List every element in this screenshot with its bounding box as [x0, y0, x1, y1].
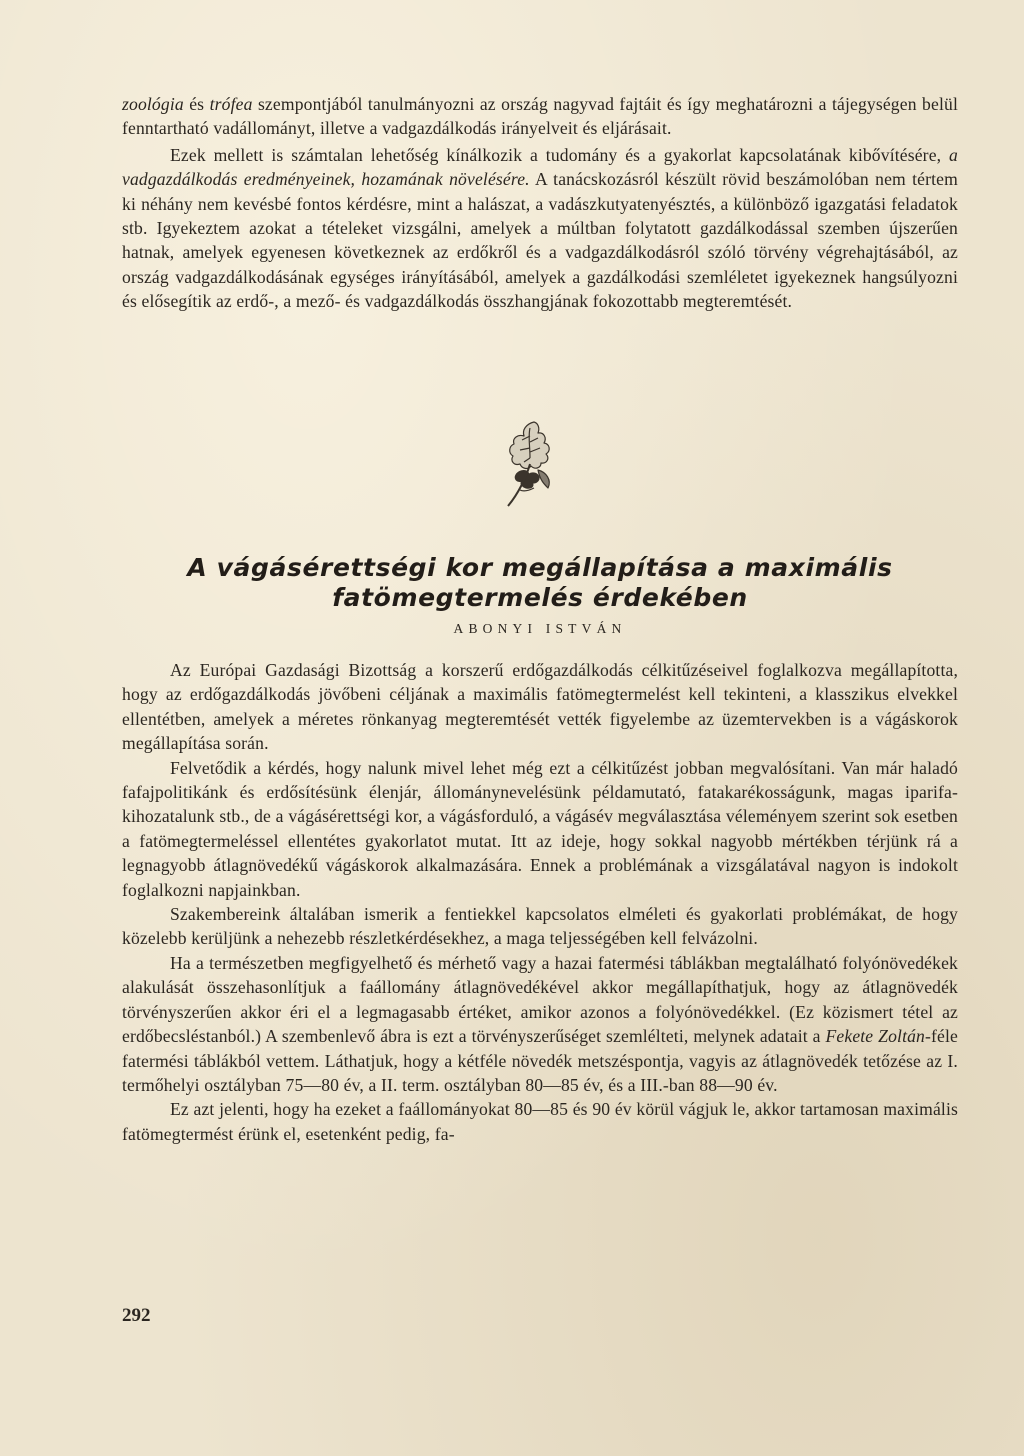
- article-title: [122, 553, 958, 613]
- paragraph: Ez azt jelenti, hogy ha ezeket a faállományokat 80—85 és 90 év körül vágjuk le, akkor tartamosan maximális fatömegtermést érünk el, esetenként pedig, fa-: [122, 1099, 958, 1144]
- paragraph: Szakembereink általában ismerik a fentiekkel kapcsolatos elméleti és gyakorlati problémákat, de hogy közelebb kerüljünk a nehezebb részletkérdésekhez, a maga teljességében kell felvázolni.: [122, 904, 958, 949]
- text-run: -féle fatermési táblákból vettem. Láthatjuk, hogy a kétféle növedék metszéspontja, vagyis az átlagnövedék tetőzése az I. termőhelyi osztályban 75—80 év, a II. term. osztályban 80—85 év, és a III.-ban 88—90 év.: [122, 1026, 958, 1095]
- emphasis: trófea: [209, 94, 253, 114]
- emphasis: Fekete Zoltán: [825, 1026, 926, 1047]
- title-line: fatömegtermelés érdekében: [332, 583, 748, 612]
- paragraph: [122, 143, 958, 314]
- text-run: és: [183, 94, 210, 114]
- text-run: Ezek mellett is számtalan lehetőség kínálkozik a tudomány és a gyakorlat kapcsolatának kibővítésére,: [170, 144, 950, 165]
- paragraph: [122, 92, 958, 141]
- text-run: szempontjából tanulmányozni az ország nagyvad fajtáit és így meghatározni a tájegységen belül fenntartható vadállományt, illetve a vadgazdálkodás irányelveit és eljárásait.: [122, 94, 958, 139]
- title-line: A vágásérettségi kor megállapítása a maximális: [187, 553, 893, 582]
- emphasis: zoológia: [122, 94, 184, 114]
- page-number: 292: [122, 1305, 151, 1326]
- previous-article-conclusion: [122, 92, 958, 314]
- paragraph: Az Európai Gazdasági Bizottság a korszerű erdőgazdálkodás célkitűzéseivel foglalkozva megállapította, hogy az erdőgazdálkodás jövőbeni céljának a maximális fatömegtermelést kell tekinteni, a klasszikus elvekkel ellentétben, amelyek a méretes rönkanyag megteremtését vették figyelembe az üzemtervekben is a vágáskorok megállapítása során.: [122, 660, 958, 754]
- text-run: Ha a természetben megfigyelhető és mérhető vagy a hazai fatermési táblákban megtalálható folyónövedékek alakulását összehasonlítjuk a faállomány átlagnövedékével akkor megállapíthatjuk, hogy az átlagnövedék törvényszerűen akkor éri el a legmagasabb értéket, amikor azonos a folyónövedékkel. (Ez közismert tétel az erdőbecsléstanból.) A szembenlevő ábra is ezt a törvényszerűséget szemlélteti, melynek adatait a: [122, 952, 958, 1047]
- emphasis: a vadgazdálkodás eredményeinek, hozamának növelésére.: [122, 144, 958, 190]
- article-body: [122, 658, 958, 1146]
- text-run: A tanácskozásról készült rövid beszámolóban nem tértem ki néhány nem kevésbé fontos kérdésre, mint a halászat, a vadászkutyatenyésztés, a különböző igazgatási feladatok stb. Igyekeztem azokat a tételeket vizsgálni, amelyek a múltban folytatott gazdálkodással szemben újszerűen hatnak, amelyek egyenesen következnek az erdőkről és a vadgazdálkodásról szóló törvény végrehajtásából, az ország vadgazdálkodásának egységes irányításából, amelyek a gazdálkodási szemléletet igyekeznek hangsúlyozni és elősegítik az erdő-, a mező- és vadgazdálkodás összhangjának fokozottabb megteremtését.: [122, 169, 958, 312]
- oak-leaf-sprig-icon: [500, 418, 564, 510]
- article-author: ABONYI ISTVÁN: [453, 621, 627, 636]
- paragraph: [122, 951, 958, 1097]
- paragraph: Felvetődik a kérdés, hogy nalunk mivel lehet még ezt a célkitűzést jobban megvalósítani. Van már haladó fafajpolitikánk és erdősítésünk élenjár, állománynevelésünk példamutató, fatakarékosságunk, magas iparifa-kihozatalunk stb., de a vágásérettségi kor, a vágásforduló, a vágásév megválasztása véleményem szerint sok esetben a fatömegtermeléssel ellentétes gyakorlatot mutat. Itt az ideje, hogy sokkal nagyobb mértékben térjünk rá a legnagyobb átlagnövedékű vágáskorok alkalmazására. Ennek a problémának a vizsgálatával nagyon is indokolt foglalkozni napjainkban.: [122, 757, 958, 900]
